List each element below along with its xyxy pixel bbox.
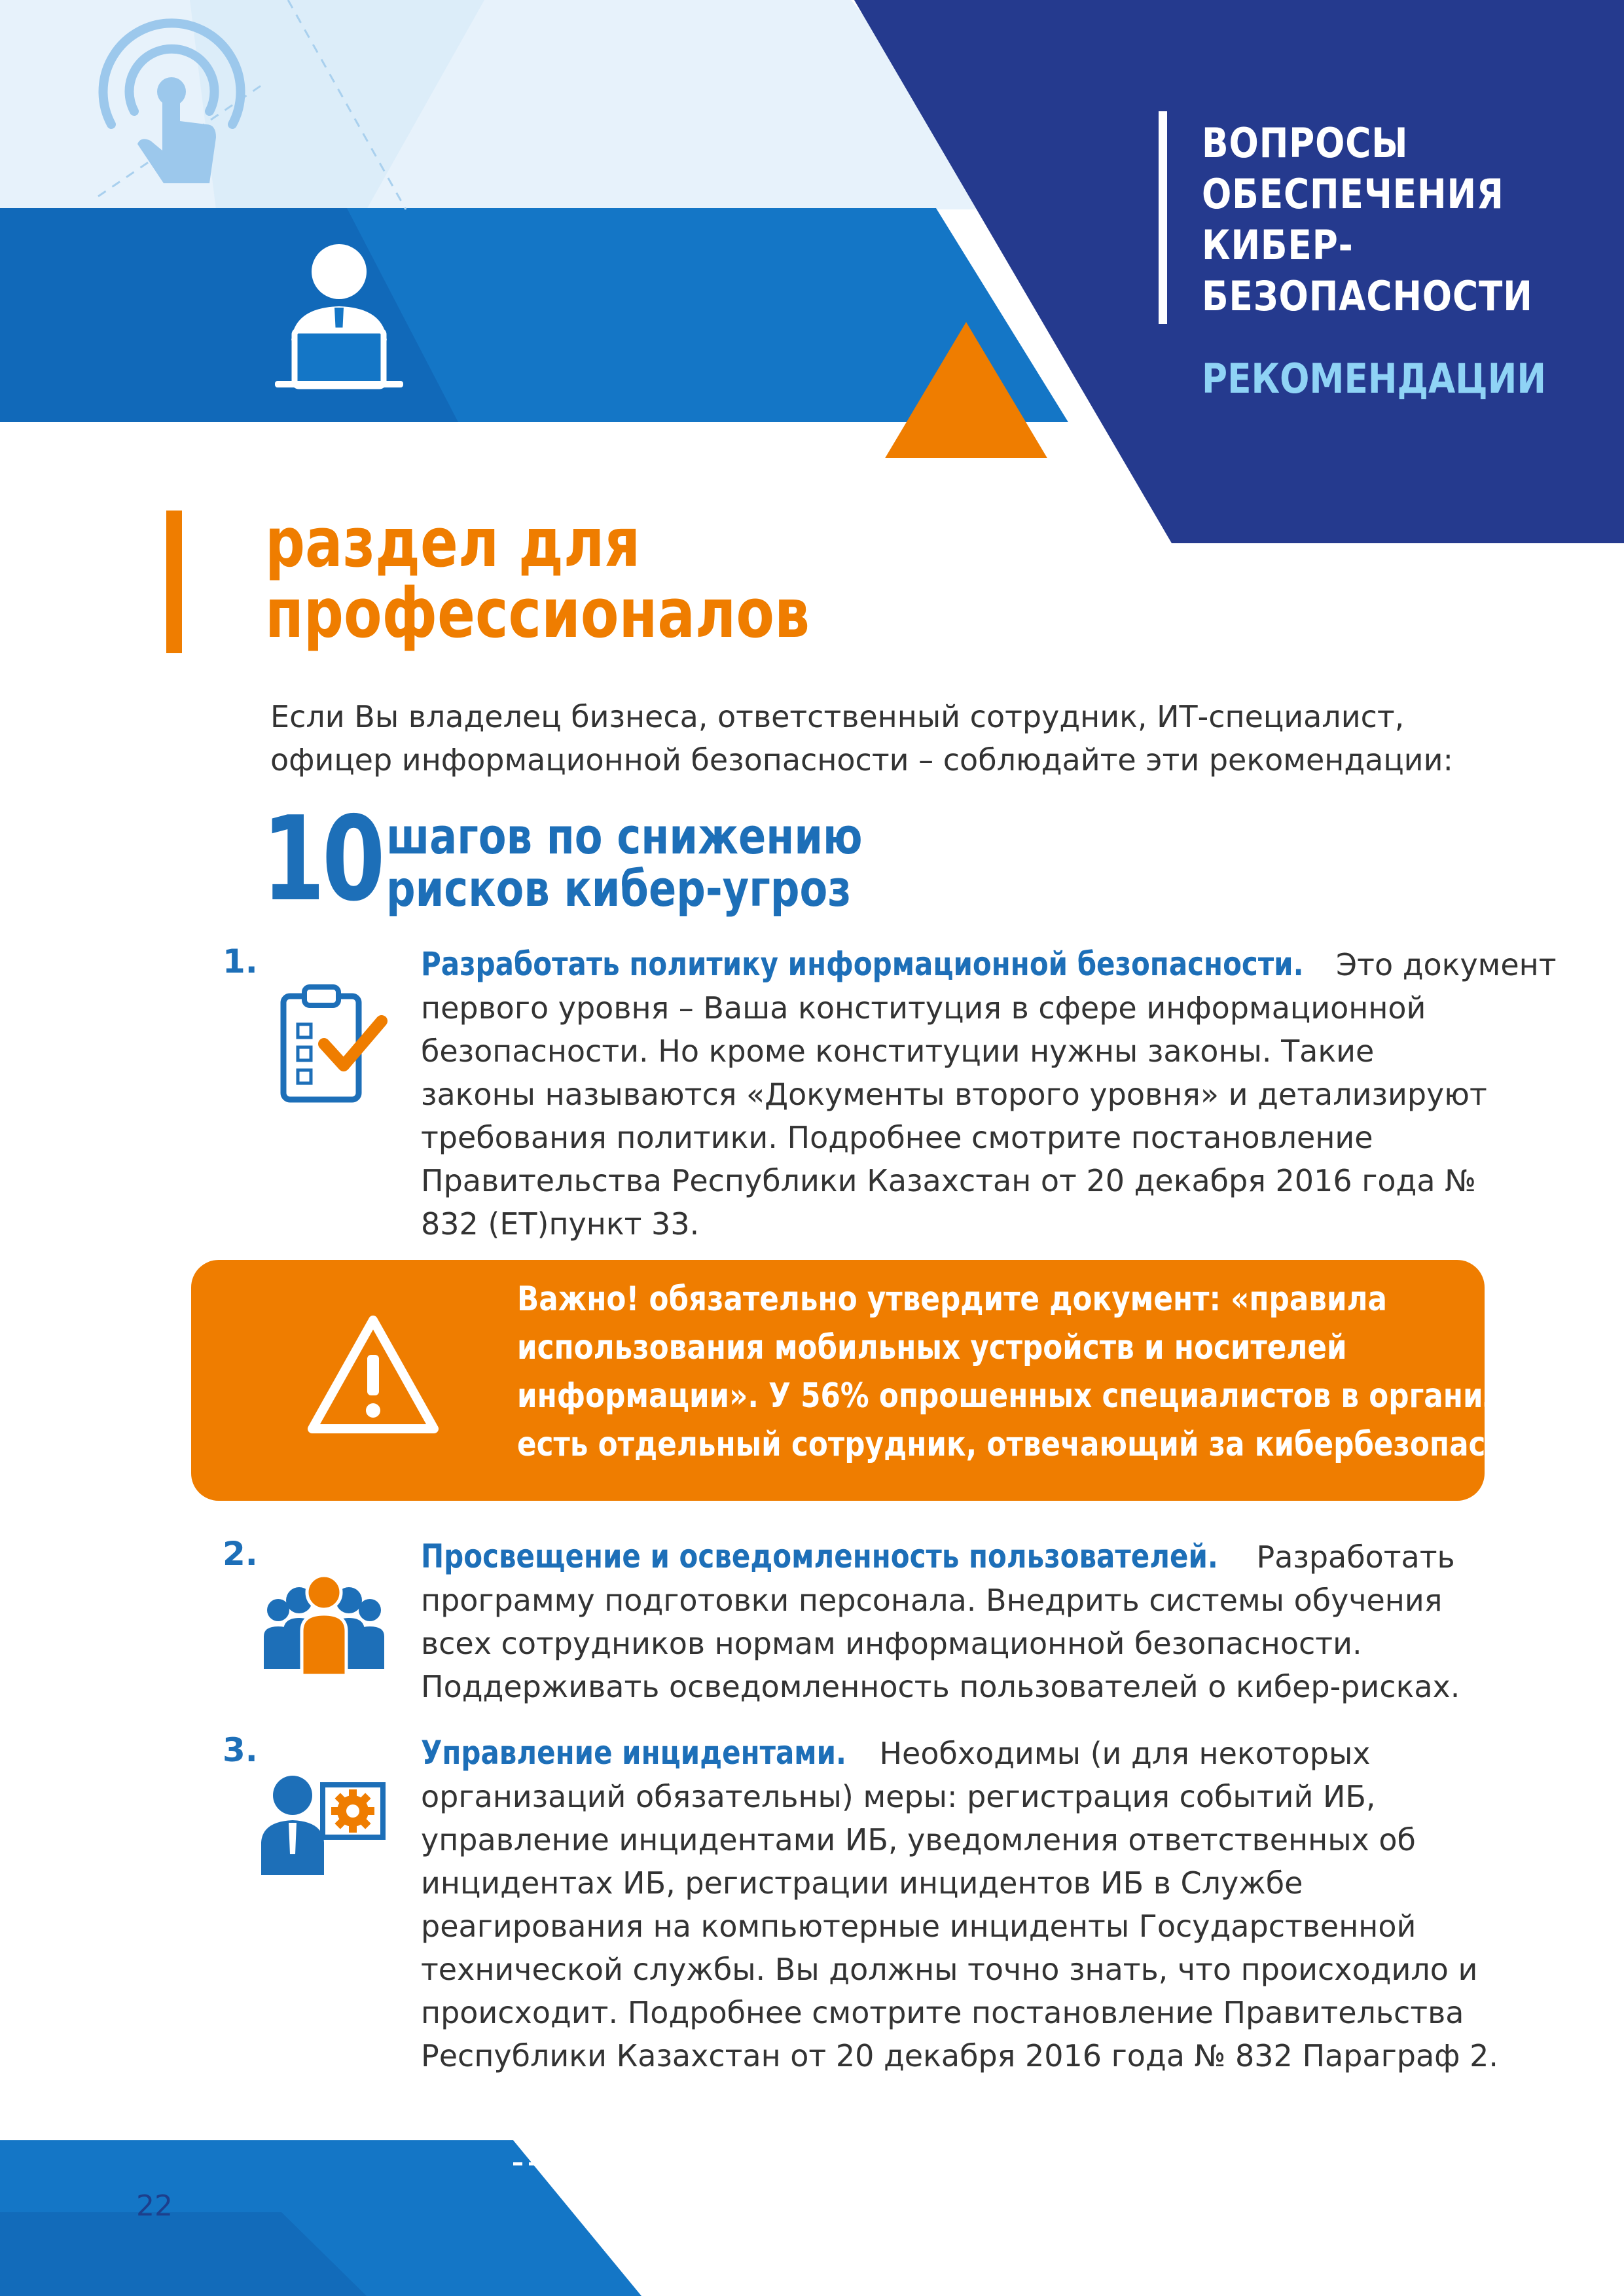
step-number: 2. — [223, 1535, 258, 1573]
step-line: всех сотрудников нормам информационной безопасности. — [421, 1626, 1362, 1661]
step-text: Необходимы (и для некоторых — [879, 1736, 1371, 1771]
section-title — [265, 503, 810, 653]
warning-line: информации». У 56% опрошенных специалистов в организации — [517, 1376, 1581, 1416]
step-line: требования политики. Подробнее смотрите постановление — [421, 1120, 1373, 1155]
step-number: 1. — [223, 942, 258, 980]
checklist-icon — [278, 982, 389, 1106]
step-first-line — [421, 1731, 1494, 1775]
step-text: Это документ — [1336, 947, 1557, 982]
header-title-line: ВОПРОСЫ — [1202, 119, 1409, 167]
steps-heading-line: шагов по снижению — [386, 807, 863, 865]
step-number: 3. — [223, 1731, 258, 1769]
step-line: технической службы. Вы должны точно знать, что происходило и — [421, 1952, 1478, 1987]
warning-triangle-icon — [304, 1312, 442, 1437]
step-line: происходит. Подробнее смотрите постановление Правительства — [421, 1995, 1464, 2030]
manager-gear-icon — [259, 1770, 389, 1878]
step-first-line — [421, 942, 1557, 986]
header-title-line: БЕЗОПАСНОСТИ — [1202, 272, 1533, 320]
step-first-line — [421, 1535, 1494, 1579]
step-line: реагирования на компьютерные инциденты Государственной — [421, 1909, 1416, 1944]
warning-line: использования мобильных устройств и носителей — [517, 1328, 1347, 1367]
step-text: Разработать — [1256, 1539, 1455, 1575]
users-group-icon — [259, 1571, 389, 1682]
step-title: Просвещение и осведомленность пользователей. — [421, 1537, 1218, 1575]
warning-line: Важно! обязательно утвердите документ: «правила — [517, 1280, 1388, 1319]
header-title-line: КИБЕР- — [1202, 221, 1354, 269]
step-line: организаций обязательны) меры: регистрация событий ИБ, — [421, 1779, 1376, 1814]
warning-line: есть отдельный сотрудник, отвечающий за кибербезопасность. — [517, 1425, 1588, 1464]
step-body — [421, 942, 1557, 1246]
step-line: безопасности. Но кроме конституции нужны законы. Такие — [421, 1033, 1375, 1069]
step-line: программу подготовки персонала. Внедрить системы обучения — [421, 1583, 1443, 1618]
step-title: Управление инцидентами. — [421, 1734, 847, 1772]
step-line: первого уровня – Ваша конституция в сфере информационной — [421, 990, 1426, 1026]
steps-heading-line: рисков кибер-угроз — [386, 859, 852, 918]
section-title-line: раздел для — [265, 503, 641, 583]
step-line: Поддерживать осведомленность пользователей о кибер-рисках. — [421, 1669, 1460, 1704]
intro-line: офицер информационной безопасности – соблюдайте эти рекомендации: — [270, 742, 1453, 778]
header-accent-bar — [1159, 111, 1167, 324]
section-accent-bar — [166, 511, 182, 653]
intro-line: Если Вы владелец бизнеса, ответственный сотрудник, ИТ-специалист, — [270, 699, 1405, 734]
step-title: Разработать политику информационной безопасности. — [421, 945, 1304, 983]
section-intro — [270, 695, 1514, 781]
step-line: 832 (ЕТ)пункт 33. — [421, 1206, 700, 1242]
touch-signal-icon — [85, 13, 255, 203]
step-body — [421, 1535, 1494, 1708]
steps-count: 10 — [262, 791, 382, 927]
step-line: Правительства Республики Казахстан от 20 декабря 2016 года № — [421, 1163, 1476, 1198]
step-line: управление инцидентами ИБ, уведомления ответственных об — [421, 1822, 1416, 1857]
steps-heading — [386, 807, 863, 918]
section-title-line: профессионалов — [265, 573, 810, 653]
user-laptop-icon — [272, 242, 409, 393]
step-body — [421, 1731, 1499, 2077]
step-line: Республики Казахстан от 20 декабря 2016 года № 832 Параграф 2. — [421, 2038, 1499, 2073]
header-subtitle: РЕКОМЕНДАЦИИ — [1202, 355, 1546, 403]
step-line: инцидентах ИБ, регистрации инцидентов ИБ в Службе — [421, 1865, 1303, 1901]
footer-decoration — [0, 2134, 655, 2296]
warning-text — [517, 1275, 1588, 1469]
page-number: 22 — [136, 2189, 173, 2223]
step-line: законы называются «Документы второго уровня» и детализируют — [421, 1077, 1487, 1112]
header-title — [1202, 118, 1551, 322]
header-title-line: ОБЕСПЕЧЕНИЯ — [1202, 170, 1504, 218]
